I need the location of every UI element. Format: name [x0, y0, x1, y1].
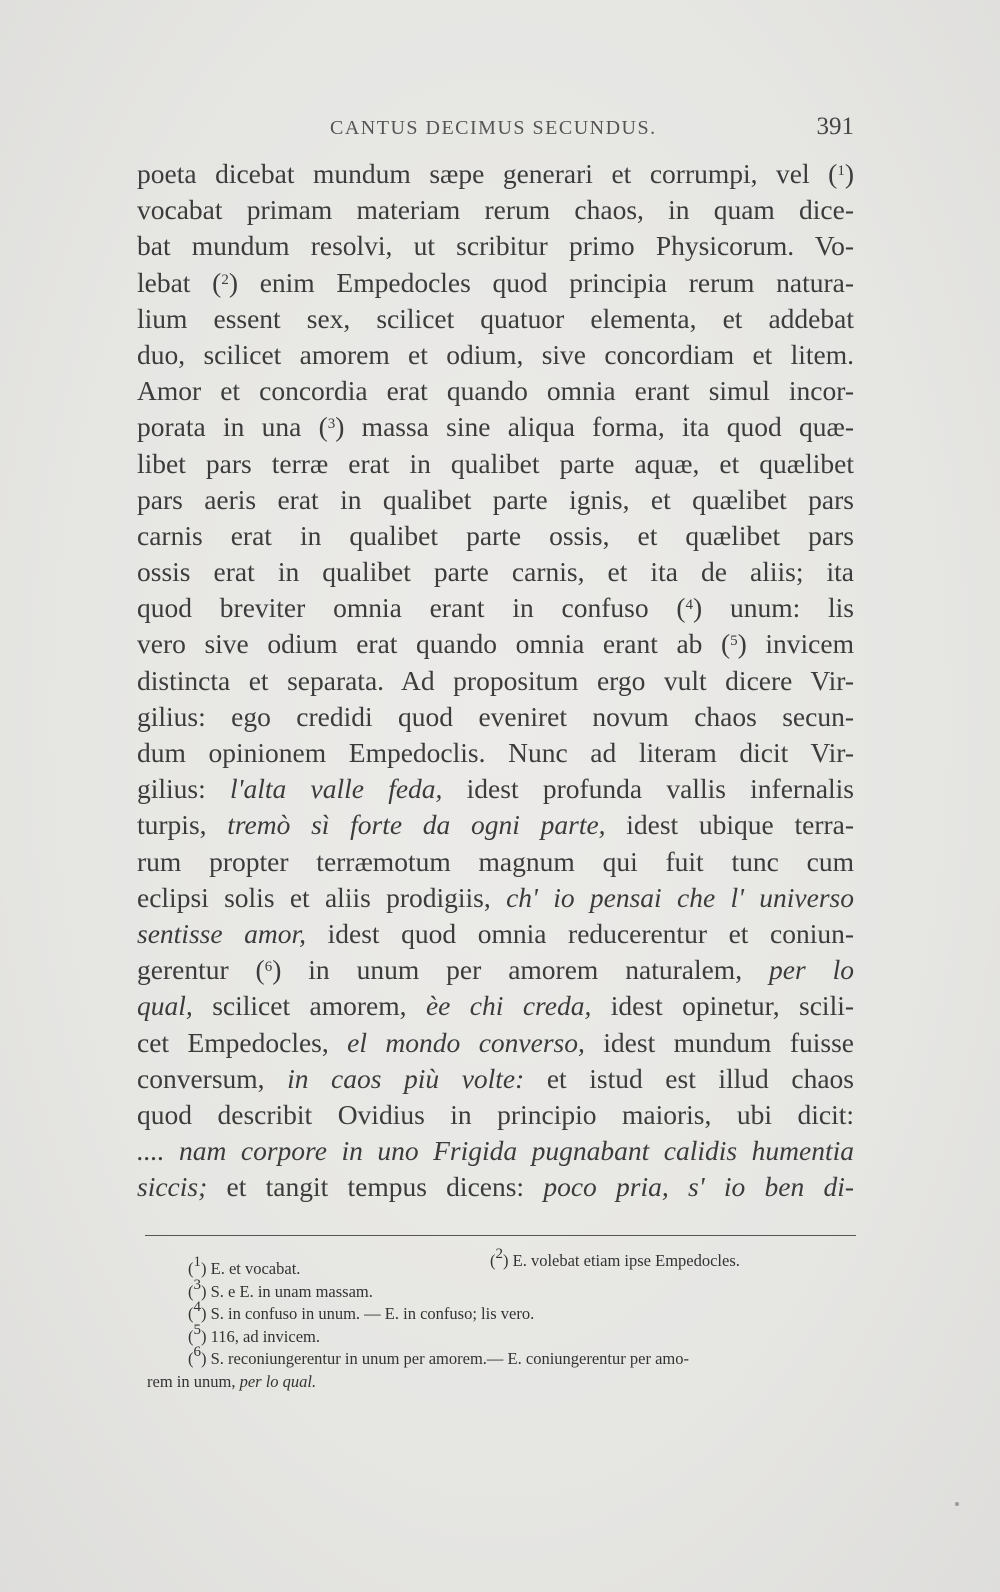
- footnote: ($^2$) E. volebat etiam ipse Empedocles.: [490, 1245, 740, 1270]
- page-number: 391: [816, 113, 854, 140]
- text-line: vocabat primam materiam rerum chaos, in quam dice-: [137, 194, 854, 226]
- text-line: porata in una ($^3$) massa sine aliqua forma, ita quod quæ-: [137, 411, 854, 443]
- text-line: quod describit Ovidius in principio maioris, ubi dicit:: [137, 1098, 854, 1130]
- page-header: [140, 113, 854, 147]
- footnote: ($^3$) S. e E. in unam massam.: [188, 1276, 373, 1301]
- footnote-ref: 2: [221, 271, 229, 288]
- text-line: lebat ($^2$) enim Empedocles quod principia rerum natura-: [137, 266, 854, 298]
- text-line: lium essent sex, scilicet quatuor elementa, et addebat: [137, 302, 854, 334]
- text-line: .... nam corpore in uno Frigida pugnabant calidis humentia: [137, 1135, 854, 1167]
- footnote: ($^6$) S. reconiungerentur in unum per amorem.— E. coniungerentur per amo-: [188, 1343, 689, 1368]
- text-line: gilius: ego credidi quod eveniret novum chaos secun-: [137, 700, 854, 732]
- text-line: distincta et separata. Ad propositum ergo vult dicere Vir-: [137, 664, 854, 696]
- text-line: duo, scilicet amorem et odium, sive concordiam et litem.: [137, 338, 854, 370]
- footnotes: [140, 1245, 860, 1393]
- footnote-rule: [145, 1235, 856, 1236]
- footnote-ref: 4: [685, 597, 694, 613]
- text-line: Amor et concordia erat quando omnia erant simul incor-: [137, 375, 854, 407]
- footnote-ref: 3: [327, 416, 336, 433]
- text-line: cet Empedocles, el mondo converso, idest mundum fuisse: [137, 1026, 854, 1058]
- text-line: poeta dicebat mundum sæpe generari et corrumpi, vel ($^1$): [137, 158, 854, 189]
- paper-speck: [955, 1502, 959, 1506]
- text-line: vero sive odium erat quando omnia erant ab ($^5$) invicem: [137, 628, 854, 660]
- body-text: [137, 156, 854, 1205]
- text-line: qual, scilicet amorem, èe chi creda, idest opinetur, scili-: [137, 990, 855, 1022]
- text-line: turpis, tremò sì forte da ogni parte, idest ubique terra-: [137, 809, 855, 841]
- text-line: conversum, in caos più volte: et istud est illud chaos: [137, 1062, 854, 1094]
- footnote-ref: 6: [264, 958, 273, 975]
- footnote: ($^1$) E. et vocabat. ($^2$) E. volebat etiam ipse Empedocles.: [188, 1245, 740, 1278]
- text-line: eclipsi solis et aliis prodigiis, ch' io pensai che l' universo: [137, 881, 854, 913]
- footnote-ref: 1: [837, 162, 845, 179]
- footnote-ref: 5: [730, 633, 738, 650]
- text-line: gilius: l'alta valle feda, idest profunda vallis infernalis: [137, 773, 855, 805]
- text-line: carnis erat in qualibet parte ossis, et quælibet pars: [137, 519, 854, 551]
- text-line: pars aeris erat in qualibet parte ignis, et quælibet pars: [137, 483, 854, 515]
- text-line: bat mundum resolvi, ut scribitur primo Physicorum. Vo-: [137, 230, 854, 262]
- text-line: quod breviter omnia erant in confuso ($^4$) unum: lis: [137, 592, 854, 624]
- text-line: siccis; et tangit tempus dicens: poco pria, s' io ben di-: [137, 1171, 855, 1203]
- text-line: sentisse amor, idest quod omnia reducerentur et coniun-: [137, 917, 855, 949]
- footnote: ($^5$) 116, ad invicem.: [188, 1321, 320, 1346]
- text-line: dum opinionem Empedoclis. Nunc ad literam dicit Vir-: [137, 737, 854, 768]
- text-line: gerentur ($^6$) in unum per amorem naturalem, per lo: [137, 954, 854, 986]
- text-line: rum propter terræmotum magnum qui fuit tunc cum: [137, 845, 854, 877]
- running-head: CANTUS DECIMUS SECUNDUS.: [330, 117, 657, 139]
- footnote-continuation: rem in unum, per lo qual.: [147, 1371, 317, 1391]
- text-line: ossis erat in qualibet parte carnis, et ita de aliis; ita: [137, 556, 854, 588]
- footnote: ($^4$) S. in confuso in unum. — E. in confuso; lis vero.: [188, 1298, 535, 1323]
- text-line: libet pars terræ erat in qualibet parte aquæ, et quælibet: [137, 447, 854, 479]
